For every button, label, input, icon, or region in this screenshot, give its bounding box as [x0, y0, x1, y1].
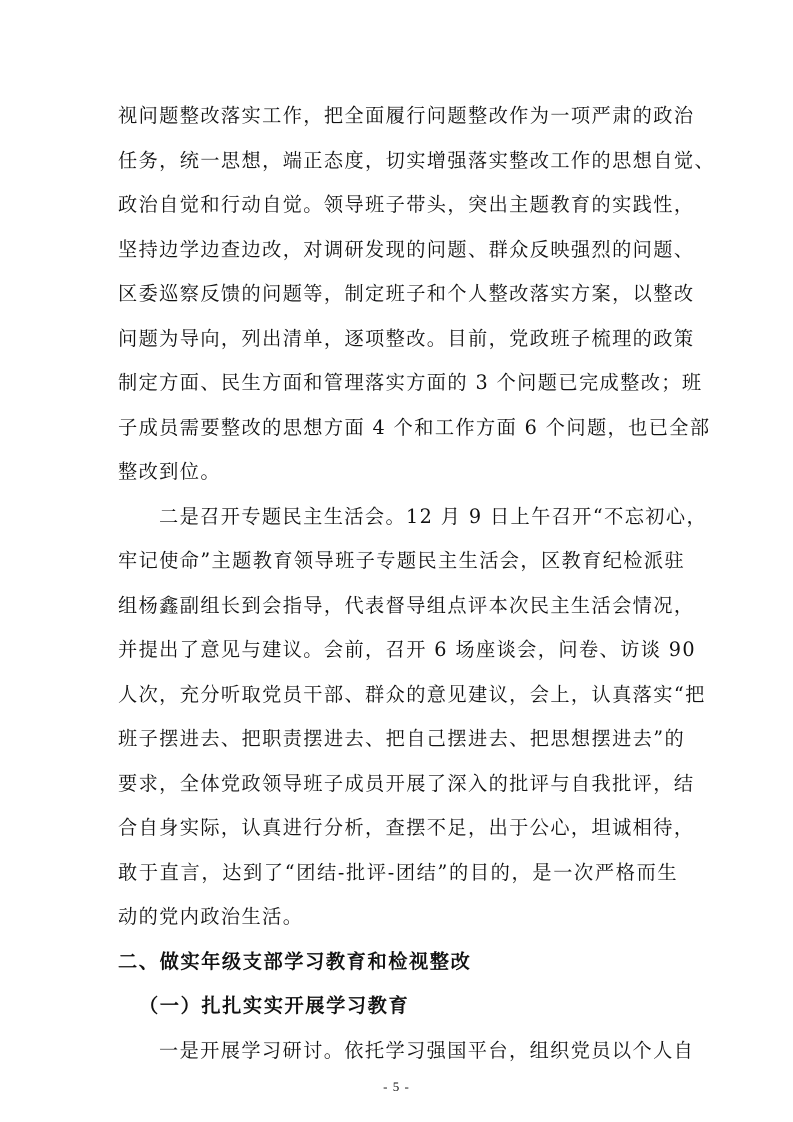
paragraph-first-line: 一是开展学习研讨。依托学习强国平台，组织党员以个人自 [159, 1039, 695, 1062]
paragraph-first-line: 二是召开专题民主生活会。12 月 9 日上午召开“不忘初心， [159, 505, 708, 528]
body-text-line: 整改到位。 [118, 460, 221, 483]
subsection-heading: （一）扎扎实实开展学习教育 [139, 994, 410, 1017]
page-number: - 5 - [383, 1079, 410, 1094]
body-text-line: 区委巡察反馈的问题等，制定班子和个人整改落实方案，以整改 [118, 282, 695, 305]
body-text-line: 坚持边学边查边改，对调研发现的问题、群众反映强烈的问题、 [118, 238, 695, 261]
body-text-line: 并提出了意见与建议。会前，召开 6 场座谈会，问卷、访谈 90 [118, 638, 697, 661]
body-text-line: 视问题整改落实工作，把全面履行问题整改作为一项严肃的政治 [118, 104, 695, 127]
body-text-line: 制定方面、民生方面和管理落实方面的 3 个问题已完成整改；班 [118, 371, 703, 394]
body-text-line: 组杨鑫副组长到会指导，代表督导组点评本次民主生活会情况， [118, 594, 695, 617]
body-text-line: 敢于直言，达到了“团结-批评-团结”的目的，是一次严格而生 [118, 861, 678, 884]
body-text-line: 要求，全体党政领导班子成员开展了深入的批评与自我批评，结 [118, 772, 695, 795]
body-text-line: 合自身实际，认真进行分析，查摆不足，出于公心，坦诚相待， [118, 816, 695, 839]
body-text-line: 问题为导向，列出清单，逐项整改。目前，党政班子梳理的政策 [118, 327, 695, 350]
body-text-line: 动的党内政治生活。 [118, 905, 304, 928]
body-text-line: 人次，充分听取党员干部、群众的意见建议，会上，认真落实“把 [118, 683, 706, 706]
body-text-line: 任务，统一思想，端正态度，切实增强落实整改工作的思想自觉、 [118, 149, 716, 172]
body-text-line: 牢记使命”主题教育领导班子专题民主生活会，区教育纪检派驻 [118, 549, 686, 572]
body-text-line: 班子摆进去、把职责摆进去、把自己摆进去、把思想摆进去”的 [118, 727, 686, 750]
body-text-line: 子成员需要整改的思想方面 4 个和工作方面 6 个问题，也已全部 [118, 416, 711, 439]
section-heading: 二、做实年级支部学习教育和检视整改 [118, 950, 472, 973]
body-text-line: 政治自觉和行动自觉。领导班子带头，突出主题教育的实践性， [118, 193, 695, 216]
